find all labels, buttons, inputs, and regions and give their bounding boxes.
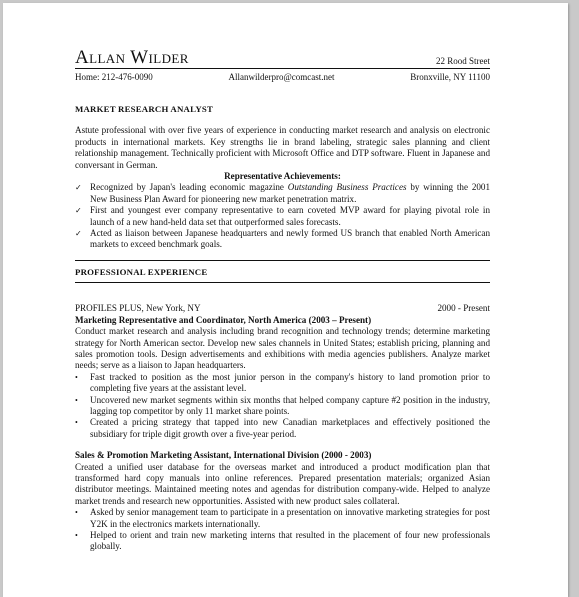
achievement-item: ✓ Recognized by Japan's leading economic magazine Outstanding Business Practices by winning the 2001 New Business Plan Award for pioneering new market penetration matrix. xyxy=(75,182,491,204)
list-item: • Helped to orient and train new marketing interns that resulted in the placement of four new professionals globally. xyxy=(75,530,490,552)
experience-heading: PROFESSIONAL EXPERIENCE xyxy=(75,266,208,277)
bullet-icon: • xyxy=(75,395,78,405)
achievements-heading: Representative Achievements: xyxy=(224,171,341,182)
phone: Home: 212-476-0090 xyxy=(75,72,153,82)
resume-page xyxy=(3,3,568,597)
job-title: Marketing Representative and Coordinator, North America (2003 – Present) xyxy=(75,314,372,325)
bullet-icon: • xyxy=(75,372,78,382)
section-rule xyxy=(75,260,490,261)
header-rule xyxy=(75,68,490,69)
list-item: • Uncovered new market segments within six months that helped company capture #2 position in the industry, lagging top competitor by only 11 market share points. xyxy=(75,394,490,416)
bullet-icon: • xyxy=(75,418,78,428)
achievements-list xyxy=(75,182,490,250)
email: Allanwilderpro@comcast.net xyxy=(228,72,335,82)
job-description: Created a unified user database for the overseas market and introduced a product modification plan that transformed hard copy manuals into online references. Prepared presentation materials; organized Asian distributor meetings. Maintained meeting notes and agendas for distribution company-wide. Helped to analyze market trends and research new opportunities. Assisted with new product sales collateral. xyxy=(75,461,490,506)
checkmark-icon: ✓ xyxy=(75,229,82,239)
company-dates: 2000 - Present xyxy=(437,303,490,314)
job-title: Sales & Promotion Marketing Assistant, International Division (2000 - 2003) xyxy=(75,450,372,461)
list-item: • Fast tracked to position as the most junior person in the company's history to land promotion prior to completing five years at the assistant level. xyxy=(75,371,490,394)
resume-body xyxy=(75,104,490,553)
summary-text: Astute professional with over five years of experience in conducting market research and analysis on electronic products in international markets. Key strengths lie in brand labeling, strategic sales planning and client relationship management. Technically proficient with Microsoft Office and DTP software. Fluent in Japanese and conversant in German. xyxy=(75,125,490,170)
candidate-name: Allan Wilder xyxy=(75,47,189,68)
achievement-item: ✓ First and youngest ever company representative to earn coveted MVP award for playing pivotal role in launch of a new hand-held data set that outperformed sales forecasts. xyxy=(75,205,490,227)
list-item: • Created a pricing strategy that tapped into new Canadian marketplaces and effectively positioned the subsidiary for triple digit growth over a five-year period. xyxy=(75,417,490,439)
bullet-icon: • xyxy=(75,531,78,540)
bullet-icon: • xyxy=(75,508,78,518)
job-bullets xyxy=(75,507,490,553)
achievement-item: ✓ Acted as liaison between Japanese headquarters and newly formed US branch that enabled North American markets to exceed benchmark goals. xyxy=(75,228,490,250)
company-name: PROFILES PLUS, New York, NY xyxy=(75,303,201,314)
summary-heading: MARKET RESEARCH ANALYST xyxy=(75,104,214,114)
job-description: Conduct market research and analysis including brand recognition and technology trends; determine marketing strategy for North American sector. Develop new sales channels in United States; establish pricing, planning and sales promotion tools. Design advertisements and exhibitions with media agencies publishers. Analyze market needs; serve as a liaison to Japan headquarters. xyxy=(75,326,490,371)
company-row xyxy=(75,303,490,314)
checkmark-icon: ✓ xyxy=(75,183,82,193)
job-bullets xyxy=(75,372,490,440)
list-item: • Asked by senior management team to participate in a presentation on innovative marketing strategies for post Y2K in the electronics markets internationally. xyxy=(75,507,490,529)
checkmark-icon: ✓ xyxy=(75,206,82,216)
city: Bronxville, NY 11100 xyxy=(410,72,490,82)
contact-row xyxy=(75,72,490,82)
street-address: 22 Rood Street xyxy=(436,56,490,66)
